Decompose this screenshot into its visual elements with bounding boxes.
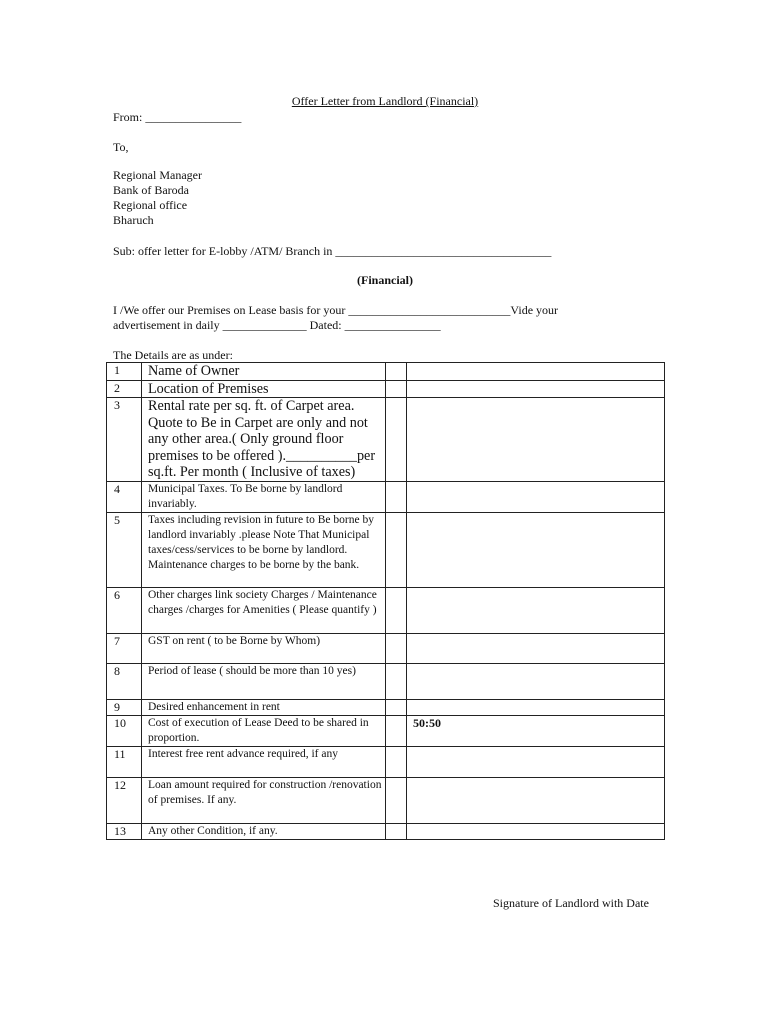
signature-line: Signature of Landlord with Date (493, 896, 649, 910)
row-marker-cell (386, 699, 407, 715)
offer-line-1: I /We offer our Premises on Lease basis for your ___________________________Vide your (113, 303, 559, 317)
row-value (407, 663, 665, 699)
row-number: 12 (107, 777, 142, 823)
address-line-1: Regional Manager (113, 168, 202, 182)
row-description: Desired enhancement in rent (142, 699, 386, 715)
row-marker-cell (386, 380, 407, 398)
row-marker-cell (386, 777, 407, 823)
row-value (407, 363, 665, 381)
table-row (107, 715, 665, 746)
row-marker-cell (386, 746, 407, 777)
row-marker-cell (386, 398, 407, 482)
table-row (107, 699, 665, 715)
row-marker-cell (386, 363, 407, 381)
row-value (407, 398, 665, 482)
table-row (107, 746, 665, 777)
row-description: Period of lease ( should be more than 10 yes) (142, 663, 386, 699)
row-number: 4 (107, 481, 142, 512)
address-line-3: Regional office (113, 198, 188, 212)
row-description: Location of Premises (142, 380, 386, 398)
table-row (107, 481, 665, 512)
to-line: To, (113, 140, 129, 154)
row-marker-cell (386, 633, 407, 663)
address-line-2: Bank of Baroda (113, 183, 189, 197)
row-description: Any other Condition, if any. (142, 823, 386, 839)
row-number: 7 (107, 633, 142, 663)
row-value (407, 481, 665, 512)
table-row (107, 587, 665, 633)
row-description: Name of Owner (142, 363, 386, 381)
details-intro: The Details are as under: (113, 348, 233, 362)
details-table (106, 362, 665, 840)
row-value (407, 633, 665, 663)
row-description: Taxes including revision in future to Be borne by landlord invariably .please Note That Municipal taxes/cess/services to be borne by landlord. Maintenance charges to be borne by the bank. (142, 512, 386, 587)
row-value (407, 380, 665, 398)
row-marker-cell (386, 823, 407, 839)
row-number: 11 (107, 746, 142, 777)
table-row (107, 363, 665, 381)
table-row (107, 398, 665, 482)
row-number: 10 (107, 715, 142, 746)
table-row (107, 380, 665, 398)
row-description: Loan amount required for construction /renovation of premises. If any. (142, 777, 386, 823)
row-number: 2 (107, 380, 142, 398)
row-number: 9 (107, 699, 142, 715)
row-description: Other charges link society Charges / Maintenance charges /charges for Amenities ( Please quantify ) (142, 587, 386, 633)
row-description: GST on rent ( to be Borne by Whom) (142, 633, 386, 663)
row-marker-cell (386, 512, 407, 587)
row-value (407, 823, 665, 839)
row-description: Municipal Taxes. To Be borne by landlord invariably. (142, 481, 386, 512)
row-number: 8 (107, 663, 142, 699)
row-description: Interest free rent advance required, if any (142, 746, 386, 777)
row-value: 50:50 (407, 715, 665, 746)
row-number: 1 (107, 363, 142, 381)
row-description: Rental rate per sq. ft. of Carpet area. Quote to Be in Carpet are only and not any other area.( Only ground floor premises to be offered ).__________per sq.ft. Per month ( Inclusive of taxes) (142, 398, 386, 482)
table-row (107, 777, 665, 823)
address-line-4: Bharuch (113, 213, 154, 227)
row-value (407, 512, 665, 587)
row-marker-cell (386, 587, 407, 633)
table-row (107, 663, 665, 699)
subject-line: Sub: offer letter for E-lobby /ATM/ Branch in ____________________________________ (113, 244, 552, 258)
row-marker-cell (386, 663, 407, 699)
table-row (107, 633, 665, 663)
row-description: Cost of execution of Lease Deed to be shared in proportion. (142, 715, 386, 746)
row-value (407, 746, 665, 777)
from-line: From: ________________ (113, 110, 242, 124)
section-heading: (Financial) (357, 273, 413, 287)
table-row (107, 823, 665, 839)
row-value (407, 777, 665, 823)
row-number: 5 (107, 512, 142, 587)
row-number: 3 (107, 398, 142, 482)
row-marker-cell (386, 481, 407, 512)
row-marker-cell (386, 715, 407, 746)
offer-line-2: advertisement in daily ______________ Dated: ________________ (113, 318, 441, 332)
row-number: 13 (107, 823, 142, 839)
row-number: 6 (107, 587, 142, 633)
row-value (407, 699, 665, 715)
table-row (107, 512, 665, 587)
document-title: Offer Letter from Landlord (Financial) (291, 94, 479, 108)
row-value (407, 587, 665, 633)
